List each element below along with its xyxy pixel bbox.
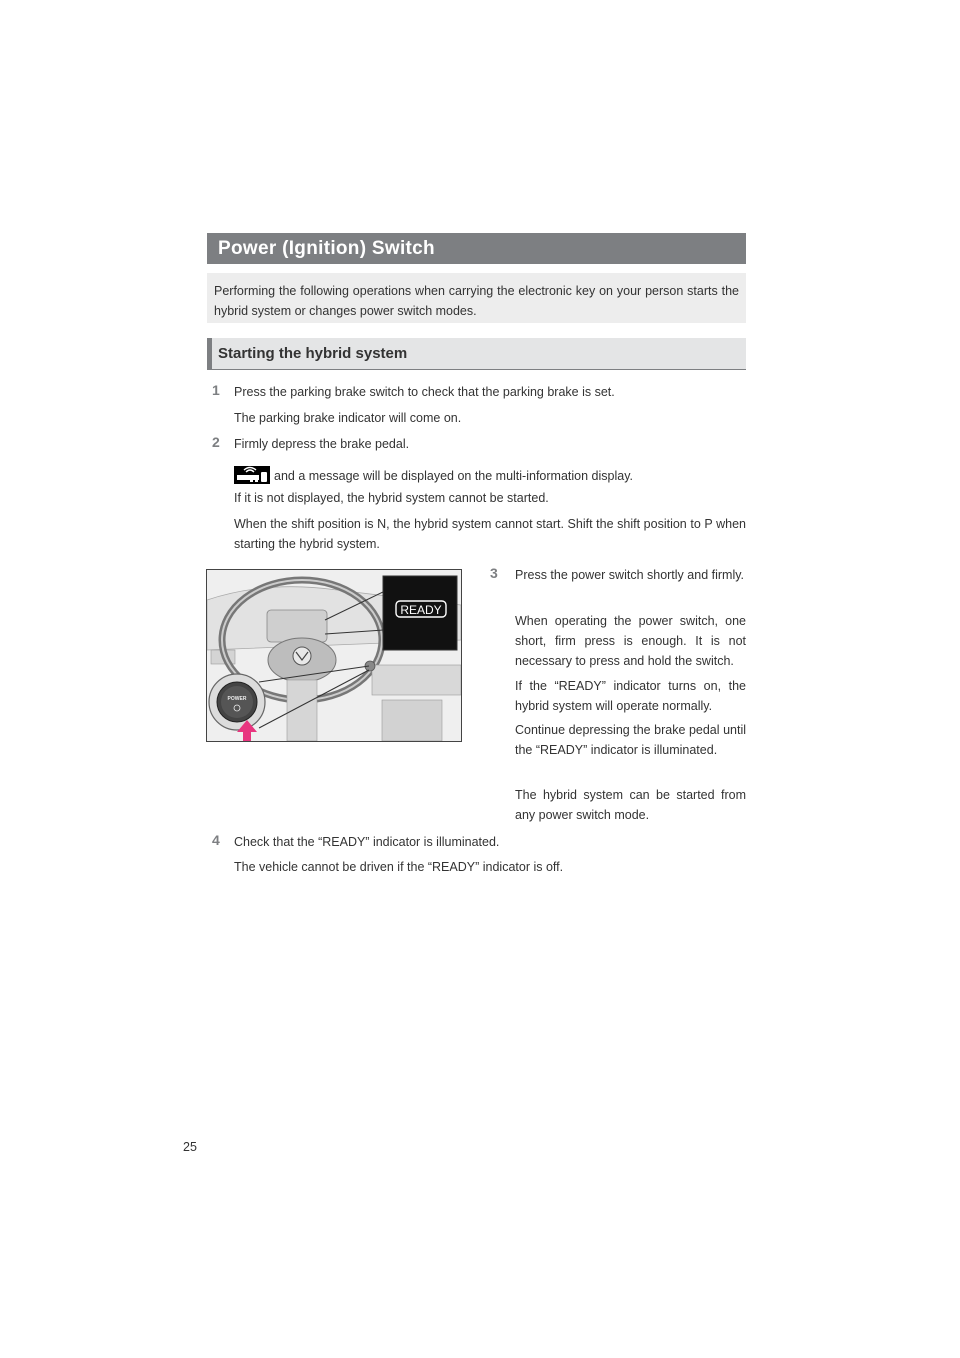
step-1-text: Press the parking brake switch to check that the parking brake is set. — [234, 385, 615, 399]
ready-indicator-label: READY — [400, 603, 442, 617]
subheading-title: Starting the hybrid system — [218, 345, 408, 362]
step-3-note-0: When operating the power switch, one short, firm press is enough. It is not necessary to press and hold the switch. — [515, 614, 746, 668]
step-3-note-3: The hybrid system can be started from any power switch mode. — [515, 788, 746, 822]
step-1-number: 1 — [212, 382, 220, 398]
step-4-text: Check that the “READY” indicator is illuminated. — [234, 835, 500, 849]
step-3-note-2: Continue depressing the brake pedal until the “READY” indicator is illuminated. — [515, 723, 746, 757]
power-switch-figure — [206, 569, 462, 742]
subheading-stripe — [207, 338, 212, 369]
step-3-note-1: If the “READY” indicator turns on, the hybrid system will operate normally. — [515, 679, 746, 713]
subheading-bar — [207, 338, 746, 370]
power-button-label: POWER — [227, 696, 247, 702]
section-title: Power (Ignition) Switch — [207, 233, 746, 264]
step-2-text: Firmly depress the brake pedal. — [234, 437, 410, 451]
step-3-number: 3 — [490, 565, 498, 581]
step-1-note: The parking brake indicator will come on. — [234, 411, 462, 425]
step-3-text: Press the power switch shortly and firmly. — [515, 568, 745, 582]
step-2-note-1: If it is not displayed, the hybrid system cannot be started. — [234, 491, 549, 505]
step-2-note-0: and a message will be displayed on the multi-information display. — [274, 469, 633, 483]
step-2-note-2: When the shift position is N, the hybrid system cannot start. Shift the shift position to P when starting the hybrid system. — [234, 517, 746, 551]
dashboard-illustration — [207, 570, 461, 741]
step-2-number: 2 — [212, 434, 220, 450]
step-2-note-line — [234, 466, 633, 486]
page-number: 25 — [183, 1140, 197, 1154]
section-intro: Performing the following operations when carrying the electronic key on your person starts the hybrid system or changes power switch modes. — [207, 273, 746, 323]
step-4-number: 4 — [212, 832, 220, 848]
key-indicator-icon — [234, 466, 270, 484]
step-4-note: The vehicle cannot be driven if the “READY” indicator is off. — [234, 860, 564, 874]
